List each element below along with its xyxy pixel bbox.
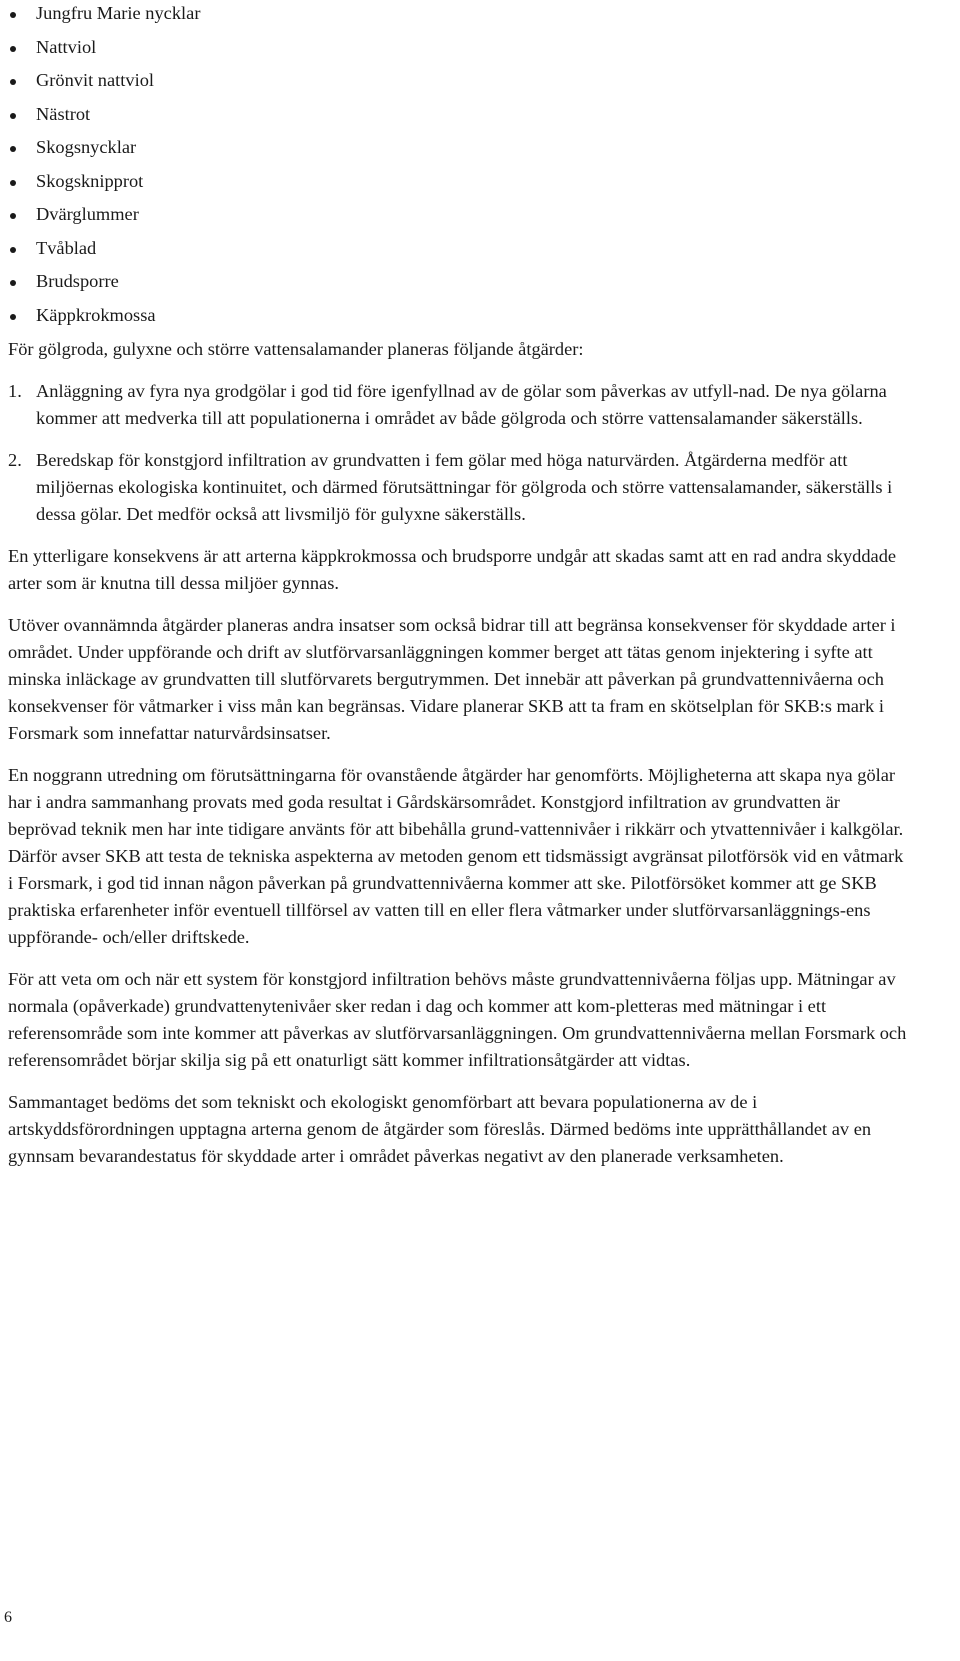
bullet-icon [10,79,16,85]
measure-item [8,447,908,528]
list-item [8,0,908,34]
list-item [8,235,908,269]
bullet-icon [10,146,16,152]
paragraph-investigation: En noggrann utredning om förutsättningarna för ovanstående åtgärder har genomförts. Möjligheterna att skapa nya gölar har i andra sammanhang provats med goda resultat i Gårdskärsområdet. Konstgjord infiltration av grundvatten är beprövad teknik men har inte tidigare använts för att bibehålla grund-vattennivåer i rikkärr och ytvattennivåer i kalkgölar. Därför avser SKB att testa de tekniska aspekterna av metoden genom ett tidsmässigt avgränsat pilotförsök vid en våtmark i Forsmark, i god tid innan någon påverkan på grundvattennivåerna kommer att ske. Pilotförsöket kommer att ge SKB praktiska erfarenheter inför eventuell tillförsel av vatten till en eller flera våtmarker under slutförvarsanläggnings-ens uppförande- och/eller driftskede. [8,765,904,947]
species-name: Brudsporre [36,271,119,291]
list-item [8,134,908,168]
bullet-icon [10,12,16,18]
measures-intro: För gölgroda, gulyxne och större vattensalamander planeras följande åtgärder: [8,339,584,359]
measures-list [8,378,908,528]
paragraph-additional-measures: Utöver ovannämnda åtgärder planeras andra insatser som också bidrar till att begränsa konsekvenser för skyddade arter i området. Under uppförande och drift av slutförvarsanläggningen kommer berget att tätas genom injektering i syfte att minska inläckage av grundvatten till slutförvarets bergutrymmen. Det innebär att påverkan på grundvattennivåerna och konsekvenser för våtmarker i viss mån kan begränsas. Vidare planerar SKB att ta fram en skötselplan för SKB:s mark i Forsmark som innefattar naturvårdsinsatser. [8,615,896,743]
measure-number: 2. [8,450,22,470]
list-item [8,34,908,68]
species-name: Nästrot [36,103,91,124]
list-item [8,101,908,135]
species-list [8,0,908,335]
paragraph-conclusion: Sammantaget bedöms det som tekniskt och ekologiskt genomförbart att bevara populationerna av de i artskyddsförordningen upptagna arterna genom de åtgärder som föreslås. Därmed bedöms inte upprätthållandet av en gynnsam bevarandestatus för skyddade arter i området påverkas negativt av den planerade verksamheten. [8,1092,872,1166]
measure-text: Beredskap för konstgjord infiltration av grundvatten i fem gölar med höga naturvärden. Åtgärderna medför att miljöernas ekologiska kontinuitet, och därmed förutsättningar för gölgroda och större vattensalamander, säkerställs i dessa gölar. Det medför också att livsmiljö för gulyxne säkerställs. [36,450,893,524]
paragraph-monitoring: För att veta om och när ett system för konstgjord infiltration behövs måste grundvattennivåerna följas upp. Mätningar av normala (opåverkade) grundvattenytenivåer sker redan i dag och kommer att kom-pletteras med mätningar i ett referensområde som inte kommer att påverkas av slutförvarsanläggningen. Om grundvattennivåerna mellan Forsmark och referensområdet börjar skilja sig på ett onaturligt sätt kommer infiltrationsåtgärder att vidtas. [8,969,907,1070]
list-item [8,302,908,336]
list-item [8,268,908,302]
bullet-icon [10,314,16,320]
page-content [8,0,908,1185]
list-item [8,201,908,235]
bullet-icon [10,46,16,52]
species-name: Nattviol [36,36,97,57]
species-name: Tvåblad [36,237,97,258]
species-name: Skogsknipprot [36,170,144,191]
bullet-icon [10,180,16,186]
page-number: 6 [4,1609,12,1626]
bullet-icon [10,213,16,219]
species-name: Dvärglummer [36,204,139,224]
species-name: Jungfru Marie nycklar [36,3,201,23]
measure-text: Anläggning av fyra nya grodgölar i god tid före igenfyllnad av de gölar som påverkas av utfyll-nad. De nya gölarna kommer att medverka till att populationerna i området av både gölgroda och större vattensalamander säkerställs. [36,381,887,428]
species-name: Grönvit nattviol [36,70,154,90]
bullet-icon [10,280,16,286]
species-name: Käppkrokmossa [36,304,156,325]
measure-item [8,378,908,432]
paragraph-consequence: En ytterligare konsekvens är att arterna käppkrokmossa och brudsporre undgår att skadas samt att en rad andra skyddade arter som är knutna till dessa miljöer gynnas. [8,546,897,593]
list-item [8,168,908,202]
bullet-icon [10,247,16,253]
list-item [8,67,908,101]
species-name: Skogsnycklar [36,137,137,157]
measure-number: 1. [8,381,22,401]
bullet-icon [10,113,16,119]
